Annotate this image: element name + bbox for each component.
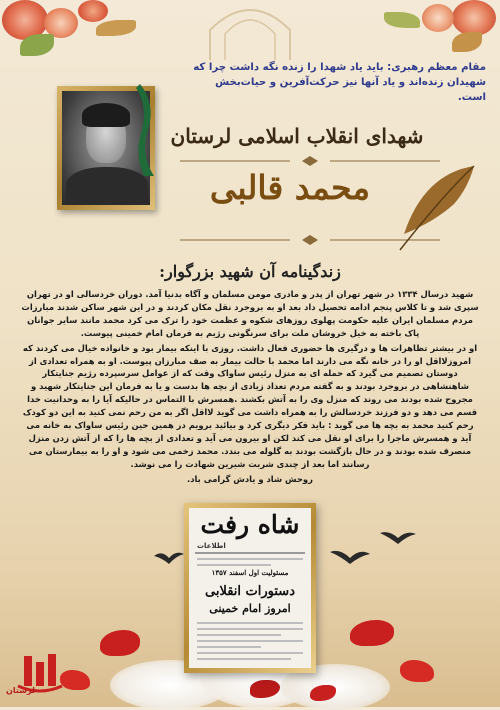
flower-decoration-top-right xyxy=(360,0,500,60)
logo-text: لرستان xyxy=(6,686,35,695)
newspaper-line-1: مسئولیت اول اسفند ۱۳۵۷ xyxy=(211,568,289,577)
newspaper-masthead: اطلاعات xyxy=(197,542,226,550)
flower-decoration-top-left xyxy=(0,0,140,70)
newspaper-headline-3: امروز امام خمینی xyxy=(209,602,291,615)
newspaper-headline-2: دستورات انقلابی xyxy=(205,584,295,599)
biography-title: زندگینامه آن شهید بزرگوار: xyxy=(159,262,341,281)
martyr-name: محمد قالبی xyxy=(209,168,371,207)
green-ribbon-icon xyxy=(136,84,158,176)
biography-paragraph-2: او در بیشتر تظاهرات ها و درگیری ها حضوری فعال داشت. روزی با اینکه بیمار بود و خانواده خیال می کردند که امروزلااقل او را در خانه نگه می دارند اما محمد با حالت بیمار به صف مبارزان پیوست. او به همراه تعدادی از دوستان تصمیم می گیرد که حمله ای به منزل رئیس ساواک وقت که از عوامل سرسپرده رژیم جنایتکار شاهنشاهی در بروجرد بودند و به گفته مردم تعداد زیادی از بچه ها بدست و یا به فرمان این جنایتکار شهید و مجروح شده بودند می روند که منزل وی را به آتش بکشند .همسرش با التماس در حالیکه آیا را به وحدانیت خدا قسم می دهد و دو فرزند خردسالش را به همراه داشت می گوید لااقل اگر به من رحم نمی کنید به این دو کودک رحم کنید محمد به بچه ها می گوید : باید فکر دیگری کرد و بیائید برویم در همین حین رئیس ساواک به خانه می آید و همسرش ماجرا را برای او نقل می کند لکن او بیرون می آید و تعدادی از بچه ها را که از آتش زدن منزل منصرف شده بودند و در حال بازگشت بودند به گلوله می بندد. محمد زخمی می شود و او را به بیمارستان می رسانند اما بعد از چندی شربت شیرین شهادت را می نوشد. xyxy=(22,342,478,469)
biography-paragraph-3: روحش شاد و یادش گرامی باد. xyxy=(187,473,313,484)
newspaper-frame xyxy=(184,503,316,673)
newspaper-headline: شاه رفت xyxy=(200,510,300,539)
bird-icon-left xyxy=(154,550,184,566)
newspaper-clipping xyxy=(189,508,311,668)
bird-icon-far-right xyxy=(380,530,416,546)
leader-quote: مقام معظم رهبری: باید یاد شهدا را زنده نگه داشت چرا که شهیدان زنده‌اند و یاد آنها نیز حرکت‌آفرین و حیات‌بخش است. xyxy=(193,62,486,103)
page-subtitle: شهدای انقلاب اسلامی لرستان xyxy=(170,124,424,148)
arch-watermark xyxy=(200,0,300,60)
biography-text xyxy=(20,288,480,488)
bird-icon-right xyxy=(330,548,370,566)
biography-paragraph-1: شهید درسال ۱۳۳۴ در شهر تهران از پدر و مادری مومن مسلمان و آگاه بدنیا آمد. دوران خردسالی او در تهران سپری شد و تا کلاس پنجم ادامه تحصیل داد بعد او به بروجرد نقل مکان کردند و در این شهر ساکن شدند مبارزات مردم مسلمان ایران علیه حکومت پهلوی روزهای شکوه و عظمت خود را ترک می کرد محمد مانند سایر جوانان پاک باخته به خیل خروشان ملت برای سرنگونی رژیم به فرمان امام خمینی پیوست. xyxy=(21,289,479,338)
feather-icon xyxy=(394,164,478,252)
